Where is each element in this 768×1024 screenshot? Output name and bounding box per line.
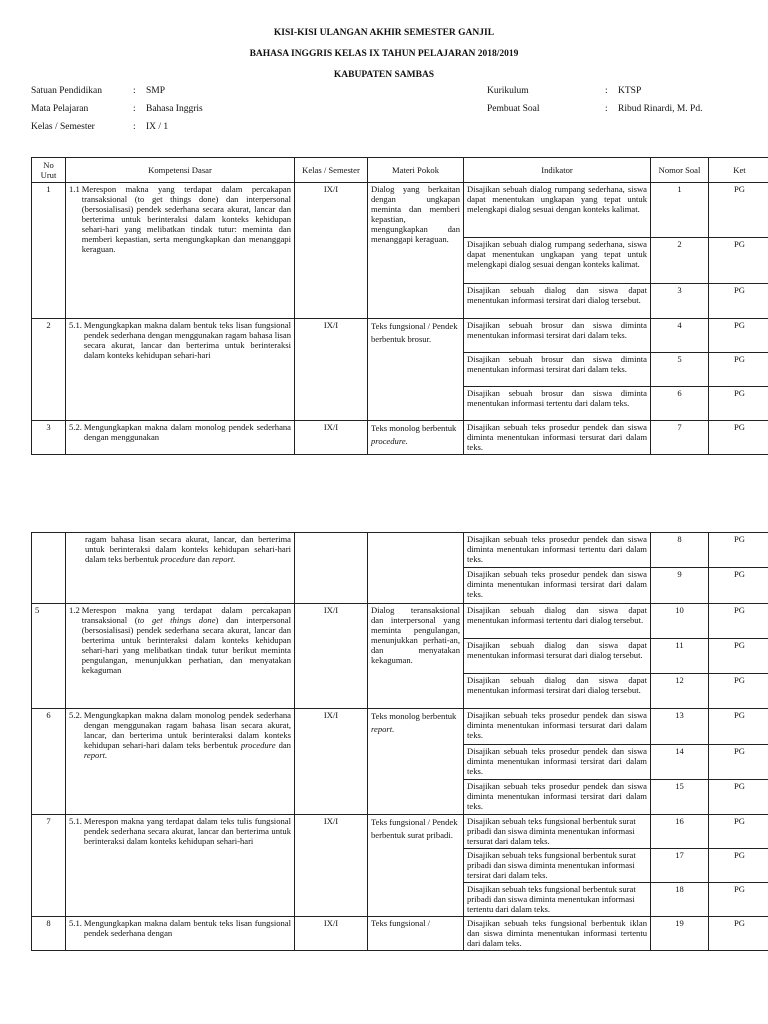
row-no: 3 xyxy=(32,421,66,455)
indikator-cell: Disajikan sebuah teks fungsional berbentuk iklan dan siswa diminta menentukan informasi tertentu dari dalam teks. xyxy=(464,917,651,951)
kd-number: 5.2. xyxy=(69,710,82,720)
materi-cell xyxy=(368,421,464,455)
kompetensi-dasar-cell xyxy=(66,917,295,951)
row-no: 1 xyxy=(32,183,66,319)
materi-cell: Teks fungsional / xyxy=(368,917,464,951)
kelas-cell: IX/I xyxy=(295,917,368,951)
materi-cell: Dialog teransaksional dan interpersonal yang meminta pengulangan, menunjukkan perhati-an, dan menyatakan kekaguman. xyxy=(368,604,464,709)
row-no: 6 xyxy=(32,709,66,815)
kurikulum-colon: : xyxy=(605,86,608,96)
mapel-value: Bahasa Inggris xyxy=(146,104,203,114)
document-subtitle: BAHASA INGGRIS KELAS IX TAHUN PELAJARAN 2018/2019 xyxy=(249,49,519,59)
nomor-soal-cell: 7 xyxy=(651,421,709,455)
kompetensi-dasar-cell xyxy=(66,183,295,319)
nomor-soal-cell: 13 xyxy=(651,709,709,745)
indikator-cell: Disajikan sebuah teks prosedur pendek dan siswa diminta menentukan informasi tersirat dari dalam teks. xyxy=(464,780,651,815)
nomor-soal-cell: 9 xyxy=(651,568,709,604)
kd-text: Merespon makna yang terdapat dalam teks tulis fungsional pendek sederhana secara akurat, lancar dan berterima untuk berinteraksi dalam konteks kehidupan sehari-hari xyxy=(83,816,291,846)
indikator-cell: Disajikan sebuah dialog dan siswa dapat menentukan informasi tertentu dari dialog tersebut. xyxy=(464,604,651,639)
ket-cell: PG xyxy=(709,709,768,745)
table-row xyxy=(32,604,768,639)
kelas-cell: IX/I xyxy=(295,709,368,815)
mapel-colon: : xyxy=(133,104,136,114)
ket-cell: PG xyxy=(709,183,768,238)
materi-text: Teks monolog berbentuk xyxy=(371,711,457,721)
document-region: KABUPATEN SAMBAS xyxy=(333,70,435,80)
kelas-cell: IX/I xyxy=(295,421,368,455)
kd-text: Merespon makna yang terdapat dalam percakapan transaksional (to get things done) dan interpersonal (bersosialisasi) pendek sederhana secara akurat, lancar dan berterima untuk berinteraksi dalam konteks kehidupan sehari-hari yang melibatkan tindak tutur: meminta dan memberi kepastian, serta mengungkapkan dan menanggapi keraguan. xyxy=(81,184,291,254)
ket-cell: PG xyxy=(709,604,768,639)
indikator-cell: Disajikan sebuah teks prosedur pendek dan siswa diminta menentukan informasi tersurat dari dalam teks. xyxy=(464,421,651,455)
kd-text-part: dan xyxy=(275,740,291,750)
row-no: 7 xyxy=(32,815,66,917)
kd-text-part: ) dan interpersonal (bersosialisasi) pendek sederhana secara akurat, lancar dan berterima untuk berinteraksi dalam konteks kehidupan sehari-hari yang melibatkan tindak tutur berikut meminta pengulangan, menunjukkan perhatian, dan menyatakan kekaguman xyxy=(81,615,291,675)
indikator-cell: Disajikan sebuah dialog rumpang sederhana, siswa dapat menentukan ungkapan yang tepat untuk melengkapi dialog sesuai dengan konteks kalimat. xyxy=(464,238,651,284)
materi-italic: procedure. xyxy=(371,436,408,446)
nomor-soal-cell: 8 xyxy=(651,533,709,568)
nomor-soal-cell: 11 xyxy=(651,639,709,674)
indikator-cell: Disajikan sebuah teks fungsional berbentuk surat pribadi dan siswa diminta menentukan informasi tersirat dari dalam teks. xyxy=(464,849,651,883)
kd-text: dan xyxy=(195,554,213,564)
materi-cell: Teks fungsional / Pendek berbentuk surat pribadi. xyxy=(368,815,464,917)
mapel-label: Mata Pelajaran xyxy=(31,104,89,114)
nomor-soal-cell: 6 xyxy=(651,387,709,421)
materi-cell: Dialog yang berkaitan dengan ungkapan meminta dan memberi kepastian, mengungkapkan dan menanggapi keraguan. xyxy=(368,183,464,319)
kd-italic: to get things done xyxy=(137,615,216,625)
kd-text xyxy=(84,710,291,760)
nomor-soal-cell: 3 xyxy=(651,284,709,319)
header-nomor: Nomor Soal xyxy=(651,158,709,183)
kompetensi-dasar-cell xyxy=(66,533,295,604)
kelas-cell: IX/I xyxy=(295,319,368,421)
ket-cell: PG xyxy=(709,883,768,917)
materi-text: Teks monolog berbentuk xyxy=(371,423,457,433)
nomor-soal-cell: 16 xyxy=(651,815,709,849)
pembuat-colon: : xyxy=(605,104,608,114)
ket-cell: PG xyxy=(709,780,768,815)
indikator-cell: Disajikan sebuah teks prosedur pendek dan siswa diminta menentukan informasi tertentu dari dalam teks. xyxy=(464,533,651,568)
table-row xyxy=(32,319,768,353)
kelas-cell: IX/I xyxy=(295,604,368,709)
row-no xyxy=(32,533,66,604)
row-no: 5 xyxy=(32,604,66,709)
ket-cell: PG xyxy=(709,917,768,951)
kelas-value: IX / 1 xyxy=(146,122,169,132)
kd-text xyxy=(82,605,291,675)
table-row xyxy=(32,533,768,568)
row-no: 2 xyxy=(32,319,66,421)
kd-italic: report. xyxy=(212,554,236,564)
ket-cell: PG xyxy=(709,849,768,883)
satuan-label: Satuan Pendidikan xyxy=(31,86,102,96)
ket-cell: PG xyxy=(709,568,768,604)
nomor-soal-cell: 4 xyxy=(651,319,709,353)
indikator-cell: Disajikan sebuah dialog dan siswa dapat menentukan informasi tersurat dari dialog tersebut. xyxy=(464,639,651,674)
table-header-row xyxy=(32,158,768,183)
indikator-cell: Disajikan sebuah teks fungsional berbentuk surat pribadi dan siswa diminta menentukan informasi tersurat dari dalam teks. xyxy=(464,815,651,849)
kd-text: ragam bahasa lisan secara akurat, lancar, dan berterima untuk berinteraksi dalam konteks kehidupan sehari-hari dalam teks berbentuk xyxy=(85,534,291,564)
nomor-soal-cell: 10 xyxy=(651,604,709,639)
header-ket: Ket xyxy=(709,158,768,183)
header-no: No Urut xyxy=(32,158,66,183)
kd-number: 5.1. xyxy=(69,320,82,330)
indikator-cell: Disajikan sebuah teks prosedur pendek dan siswa diminta menentukan informasi tersirat dari dalam teks. xyxy=(464,568,651,604)
indikator-cell: Disajikan sebuah dialog rumpang sederhana, siswa dapat menentukan ungkapan yang tepat untuk melengkapi dialog sesuai dengan konteks kalimat. xyxy=(464,183,651,238)
nomor-soal-cell: 12 xyxy=(651,674,709,709)
table-row xyxy=(32,421,768,455)
satuan-colon: : xyxy=(133,86,136,96)
kompetensi-dasar-cell xyxy=(66,319,295,421)
indikator-cell: Disajikan sebuah teks prosedur pendek dan siswa diminta menentukan informasi tersirat dari dalam teks. xyxy=(464,745,651,780)
page-gap xyxy=(0,478,768,524)
ket-cell: PG xyxy=(709,387,768,421)
kd-continuation xyxy=(69,534,291,564)
table-row xyxy=(32,709,768,745)
document-title: KISI-KISI ULANGAN AKHIR SEMESTER GANJIL xyxy=(273,28,495,38)
kd-italic: report. xyxy=(83,750,108,760)
kd-text-part: Mengungkapkan makna dalam monolog pendek sederhana dengan menggunakan ragam bahasa lisan secara akurat, lancar, dan berterima untuk berinteraksi dalam konteks kehidupan sehari-hari dalam teks berbentuk xyxy=(83,710,291,750)
kurikulum-label: Kurikulum xyxy=(487,86,529,96)
kd-italic: procedure xyxy=(240,740,276,750)
materi-cell xyxy=(368,709,464,815)
materi-cell xyxy=(368,533,464,604)
table-row xyxy=(32,917,768,951)
header-kd: Kompetensi Dasar xyxy=(66,158,295,183)
table-row xyxy=(32,183,768,238)
kd-text: Mengungkapkan makna dalam bentuk teks lisan fungsional pendek sederhana dengan xyxy=(83,918,291,938)
kelas-cell xyxy=(295,533,368,604)
kompetensi-dasar-cell xyxy=(66,709,295,815)
kelas-colon: : xyxy=(133,122,136,132)
kelas-cell: IX/I xyxy=(295,815,368,917)
header-kelas: Kelas / Semester xyxy=(295,158,368,183)
pembuat-value: Ribud Rinardi, M. Pd. xyxy=(618,104,703,114)
ket-cell: PG xyxy=(709,353,768,387)
kisi-table-page-2 xyxy=(31,532,768,951)
ket-cell: PG xyxy=(709,421,768,455)
indikator-cell: Disajikan sebuah dialog dan siswa dapat menentukan informasi tersirat dari dialog tersebut. xyxy=(464,674,651,709)
materi-cell: Teks fungsional / Pendek berbentuk brosur. xyxy=(368,319,464,421)
kelas-cell: IX/I xyxy=(295,183,368,319)
nomor-soal-cell: 17 xyxy=(651,849,709,883)
header-materi: Materi Pokok xyxy=(368,158,464,183)
kd-number: 1.1 xyxy=(69,184,80,194)
kisi-table-page-1 xyxy=(31,157,768,455)
nomor-soal-cell: 1 xyxy=(651,183,709,238)
nomor-soal-cell: 19 xyxy=(651,917,709,951)
ket-cell: PG xyxy=(709,238,768,284)
ket-cell: PG xyxy=(709,319,768,353)
kompetensi-dasar-cell xyxy=(66,815,295,917)
kd-number: 5.1. xyxy=(69,918,82,928)
nomor-soal-cell: 5 xyxy=(651,353,709,387)
materi-italic: report. xyxy=(371,724,395,734)
kd-italic: procedure xyxy=(160,554,196,564)
ket-cell: PG xyxy=(709,284,768,319)
nomor-soal-cell: 2 xyxy=(651,238,709,284)
satuan-value: SMP xyxy=(146,86,166,96)
indikator-cell: Disajikan sebuah teks fungsional berbentuk surat pribadi dan siswa diminta menentukan informasi tertentu dari dalam teks. xyxy=(464,883,651,917)
row-no: 8 xyxy=(32,917,66,951)
document-page-2 xyxy=(0,524,768,1024)
indikator-cell: Disajikan sebuah brosur dan siswa diminta menentukan informasi tersirat dari dalam teks. xyxy=(464,353,651,387)
kompetensi-dasar-cell xyxy=(66,604,295,709)
ket-cell: PG xyxy=(709,533,768,568)
kurikulum-value: KTSP xyxy=(618,86,642,96)
ket-cell: PG xyxy=(709,745,768,780)
header-indikator: Indikator xyxy=(464,158,651,183)
nomor-soal-cell: 18 xyxy=(651,883,709,917)
kelas-label: Kelas / Semester xyxy=(31,122,95,132)
indikator-cell: Disajikan sebuah brosur dan siswa diminta menentukan informasi tertentu dari dalam teks. xyxy=(464,387,651,421)
nomor-soal-cell: 14 xyxy=(651,745,709,780)
indikator-cell: Disajikan sebuah brosur dan siswa diminta menentukan informasi tersirat dari dalam teks. xyxy=(464,319,651,353)
ket-cell: PG xyxy=(709,639,768,674)
pembuat-label: Pembuat Soal xyxy=(487,104,540,114)
nomor-soal-cell: 15 xyxy=(651,780,709,815)
kd-number: 5.1. xyxy=(69,816,82,826)
kd-text: Mengungkapkan makna dalam bentuk teks lisan fungsional pendek sederhana dengan menggunakan ragam bahasa lisan secara akurat, lancar dan berterima untuk berinteraksi dalam konteks kehidupan sehari-hari xyxy=(83,320,291,360)
ket-cell: PG xyxy=(709,674,768,709)
indikator-cell: Disajikan sebuah teks prosedur pendek dan siswa diminta menentukan informasi tersurat dari dalam teks. xyxy=(464,709,651,745)
kd-text: Mengungkapkan makna dalam monolog pendek sederhana dengan menggunakan xyxy=(83,422,291,442)
kd-number: 5.2. xyxy=(69,422,82,432)
ket-cell: PG xyxy=(709,815,768,849)
table-row xyxy=(32,815,768,849)
kd-number: 1.2 xyxy=(69,605,80,615)
kompetensi-dasar-cell xyxy=(66,421,295,455)
indikator-cell: Disajikan sebuah dialog dan siswa dapat menentukan informasi tersirat dari dialog tersebut. xyxy=(464,284,651,319)
document-page-1 xyxy=(0,0,768,478)
kd-text-part: Merespon makna yang terdapat dalam percakapan transaksional ( xyxy=(81,605,291,625)
